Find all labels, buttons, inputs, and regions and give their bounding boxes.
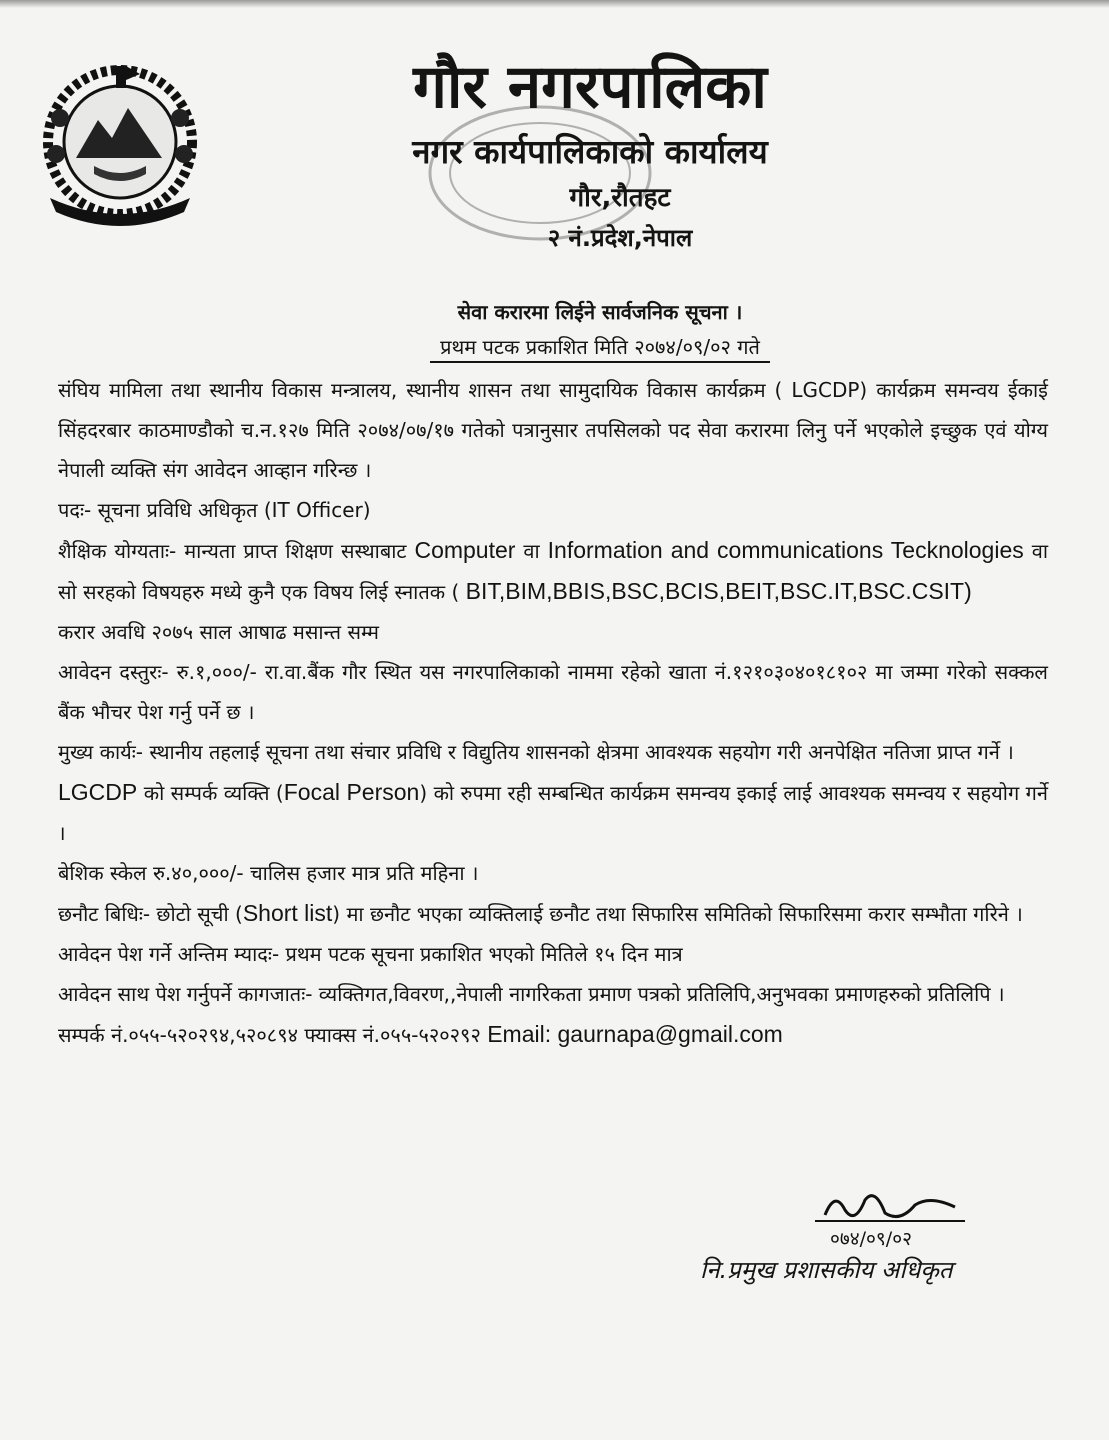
signature-date: ०७४/०९/०२ <box>830 1228 912 1250</box>
publication-date-text: प्रथम पटक प्रकाशित मिति २०७४/०९/०२ गते <box>430 335 770 363</box>
signatory-title: नि.प्रमुख प्रशासकीय अधिकृत <box>700 1256 953 1284</box>
deadline-line: आवेदन पेश गर्ने अन्तिम म्यादः- प्रथम पटक सूचना प्रकाशित भएको मितिले १५ दिन मात्र <box>58 942 683 966</box>
qualification-paragraph <box>58 530 1048 612</box>
fee-paragraph: आवेदन दस्तुरः- रु.१,०००/- रा.वा.बैंक गौर स्थित यस नगरपालिकाको नाममा रहेको खाता नं.१२१०३०४०१८१०२ मा जम्मा गरेको सक्कल बैंक भौचर पेश गर्नु पर्ने छ । <box>58 660 1048 724</box>
qualification-text-3: वा <box>523 539 540 563</box>
intro-paragraph: संघिय मामिला तथा स्थानीय विकास मन्त्रालय, स्थानीय शासन तथा सामुदायिक विकास कार्यक्रम ( LGCDP) कार्यक्रम समन्वय ईकाई सिंहदरबार काठमाण्डौको च.न.१२७ मिति २०७४/०७/१७ गतेको पत्रानुसार तपसिलको पद सेवा करारमा लिनु पर्ने भएकोले इच्छुक एवं योग्य नेपाली व्यक्ति संग आवेदन आव्हान गरिन्छ । <box>58 378 1048 482</box>
focal-text-3: Focal Person <box>283 779 420 805</box>
contact-email: Email: gaurnapa@gmail.com <box>487 1021 783 1047</box>
notice-body <box>58 370 1048 1055</box>
documents-paragraph: आवेदन साथ पेश गर्नुपर्ने कागजातः- व्यक्तिगत,विवरण,,नेपाली नागरिकता प्रमाण पत्रको प्रतिलिपि,अनुभवका प्रमाणहरुको प्रतिलिपि । <box>58 982 1005 1006</box>
address-line-2: २ नं.प्रदेश,नेपाल <box>547 224 693 252</box>
address-line-1: गौर,रौतहट <box>569 183 671 213</box>
office-name: नगर कार्यपालिकाको कार्यालय <box>412 132 768 171</box>
nepal-emblem-icon <box>36 58 204 226</box>
qualification-text-5: वा सो सरहको विषयहरु मध्ये कुनै एक विषय लिई स्नातक ( <box>58 539 1049 604</box>
notice-title: सेवा करारमा लिईने सार्वजनिक सूचना । <box>457 300 743 324</box>
focal-text-2: को सम्पर्क व्यक्ति ( <box>143 781 284 805</box>
main-duty-paragraph: मुख्य कार्यः- स्थानीय तहलाई सूचना तथा संचार प्रविधि र विद्युतिय शासनको क्षेत्रमा आवश्यक सहयोग गरी अनपेक्षित नतिजा प्राप्त गर्ने । <box>58 740 1014 764</box>
post-line: पदः- सूचना प्रविधि अधिकृत (IT Officer) <box>58 498 371 522</box>
municipality-name: गौर नगरपालिका <box>413 52 767 122</box>
qualification-degrees: BIT,BIM,BBIS,BSC,BCIS,BEIT,BSC.IT,BSC.CSIT) <box>465 578 972 604</box>
contact-phone: सम्पर्क नं.०५५-५२०२९४,५२०८९४ फ्याक्स नं.०५५-५२०२९२ <box>58 1023 481 1047</box>
contract-period-line: करार अवधि २०७५ साल आषाढ मसान्त सम्म <box>58 620 379 644</box>
qualification-text-1: शैक्षिक योग्यताः- मान्यता प्राप्त शिक्षण सस्थाबाट <box>58 539 407 563</box>
qualification-text-4: Information and communications Tecknologies <box>547 537 1024 563</box>
salary-line: बेशिक स्केल रु.४०,०००/- चालिस हजार मात्र प्रति महिना । <box>58 861 479 885</box>
signature-block <box>700 1185 1030 1295</box>
contact-line <box>58 1014 1048 1055</box>
selection-text-1: छनौट बिधिः- छोटो सूची ( <box>58 902 243 926</box>
qualification-text-2: Computer <box>414 537 516 563</box>
letterhead <box>240 48 940 258</box>
scan-edge <box>0 0 1109 8</box>
focal-text-1: LGCDP <box>58 779 138 805</box>
selection-text-2: Short list <box>242 900 333 926</box>
focal-person-paragraph <box>58 772 1048 853</box>
publication-date <box>220 330 980 364</box>
signature-icon <box>815 1185 965 1225</box>
focal-text-4: ) को रुपमा रही सम्बन्धित कार्यक्रम समन्वय इकाई लाई आवश्यक समन्वय र सहयोग गर्ने । <box>58 781 1049 845</box>
selection-text-3: ) मा छनौट भएका व्यक्तिलाई छनौट तथा सिफारिस समितिको सिफारिसमा करार सम्भौता गरिने । <box>332 902 1023 926</box>
selection-paragraph <box>58 893 1048 934</box>
